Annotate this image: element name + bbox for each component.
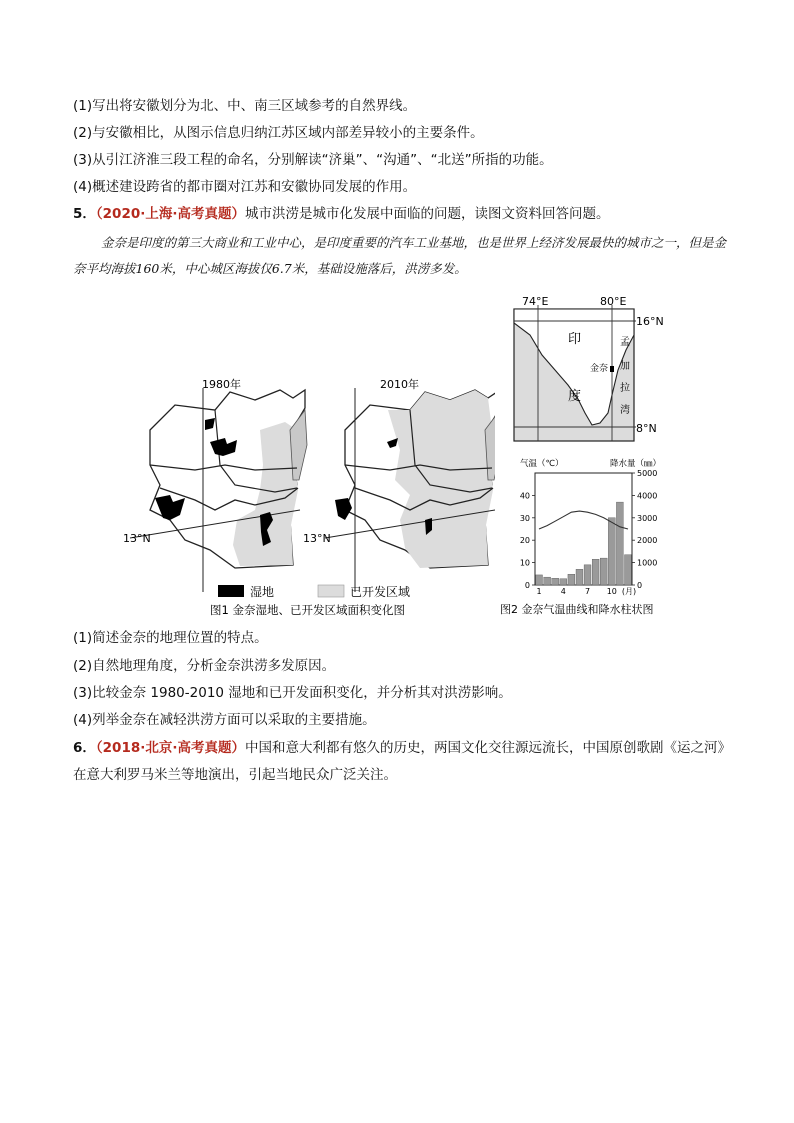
figure-1-wetland-map (115, 370, 495, 620)
temp-tick-20: 20 (519, 536, 530, 546)
precip-bar-10 (608, 518, 615, 585)
month-tick-10: 10 (606, 587, 617, 596)
legend-developed-label: 已开发区域 (350, 585, 411, 599)
q5-number: 5． (73, 206, 96, 222)
bay-label-1: 孟 (620, 337, 630, 348)
precip-bar-1 (536, 575, 543, 585)
bay-label-3: 拉 (620, 383, 630, 394)
q5-item-3: (3)比较金奈 1980-2010 湿地和已开发面积变化，并分析其对洪涝影响。 (73, 685, 512, 701)
temp-tick-10: 10 (519, 558, 530, 568)
q6-stem: 中国和意大利都有悠久的历史，两国文化交往源远流长，中国原创歌剧《运之河》 (245, 740, 731, 756)
q4-item-4: (4)概述建设跨省的都市圈对江苏和安徽协同发展的作用。 (73, 179, 417, 195)
precip-tick-1000: 1000 (637, 558, 658, 568)
precip-tick-0: 0 (637, 581, 643, 590)
lat-8: 8°N (636, 422, 657, 435)
q5-item-2: (2)自然地理角度，分析金奈洪涝多发原因。 (73, 658, 336, 674)
precip-tick-5000: 5000 (637, 469, 658, 478)
precip-bar-11 (616, 502, 623, 585)
q5-item-4: (4)列举金奈在减轻洪涝方面可以采取的主要措施。 (73, 712, 376, 728)
q6-number: 6． (73, 740, 96, 756)
temp-tick-40: 40 (519, 491, 530, 501)
q5-stem: 城市洪涝是城市化发展中面临的问题，读图文资料回答问题。 (245, 206, 610, 222)
city-label: 金奈 (590, 364, 609, 374)
bay-label-2: 加 (620, 361, 630, 372)
precip-bar-3 (552, 578, 559, 585)
temp-axis-title: 气温（℃） (520, 459, 564, 469)
india-label-1: 印 (568, 332, 582, 347)
year-right: 2010年 (380, 378, 419, 391)
map-2010 (325, 377, 495, 592)
temp-tick-30: 30 (519, 513, 530, 523)
precip-axis-title: 降水量（㎜） (610, 459, 662, 469)
q4-item-2: (2)与安徽相比，从图示信息归纳江苏区域内部差异较小的主要条件。 (73, 125, 484, 141)
legend-wetland-swatch (218, 585, 244, 597)
precip-bar-7 (584, 565, 591, 585)
lat-label-left: 13°N (123, 532, 151, 545)
precip-bar-12 (625, 555, 632, 585)
bay-label-4: 湾 (620, 405, 630, 416)
month-tick-7: 7 (584, 587, 591, 596)
india-inset-map (500, 295, 670, 455)
q6-stem-line-2: 在意大利罗马米兰等地演出，引起当地民众广泛关注。 (73, 767, 397, 783)
figure-2-caption: 图2 金奈气温曲线和降水柱状图 (500, 603, 654, 616)
q4-item-3: (3)从引江济淮三段工程的命名，分别解读“济巢”、“沟通”、“北送”所指的功能。 (73, 152, 553, 168)
precip-tick-3000: 3000 (637, 513, 658, 523)
climate-chart (500, 455, 675, 620)
lat-16: 16°N (636, 315, 664, 328)
precip-tick-4000: 4000 (637, 491, 658, 501)
precip-tick-2000: 2000 (637, 536, 658, 546)
q5-passage: 金奈是印度的第三大商业和工业中心，是印度重要的汽车工业基地，也是世界上经济发展最快的城市之一，但是金奈平均海拔160米，中心城区海拔仅6.7米，基础设施落后，洪涝多发。 (73, 235, 727, 276)
q6-header (73, 738, 731, 758)
q5-source: （2020·上海·高考真题） (95, 206, 245, 222)
precip-bar-4 (560, 579, 567, 585)
precip-bar-8 (592, 559, 599, 585)
q5-header (73, 204, 610, 224)
map-1980 (130, 377, 307, 592)
figure-1-caption: 图1 金奈湿地、已开发区域面积变化图 (210, 603, 405, 617)
q6-source: （2018·北京·高考真题） (95, 740, 245, 756)
precip-bar-5 (568, 574, 575, 585)
legend-wetland-label: 湿地 (250, 585, 275, 599)
month-unit: (月) (621, 587, 637, 596)
month-tick-4: 4 (560, 587, 566, 596)
lat-label-right: 13°N (303, 532, 331, 545)
q4-item-1: (1)写出将安徽划分为北、中、南三区域参考的自然界线。 (73, 98, 417, 114)
temp-tick-0: 0 (524, 581, 530, 590)
month-tick-1: 1 (536, 587, 542, 596)
lon-80: 80°E (600, 295, 627, 308)
precip-bar-6 (576, 569, 583, 585)
year-left: 1980年 (202, 378, 241, 391)
precip-bar-9 (600, 558, 607, 585)
lon-74: 74°E (522, 295, 549, 308)
precip-bar-2 (544, 577, 551, 585)
legend-developed-swatch (318, 585, 344, 597)
q5-item-1: (1)简述金奈的地理位置的特点。 (73, 630, 268, 646)
india-label-2: 度 (568, 389, 582, 404)
